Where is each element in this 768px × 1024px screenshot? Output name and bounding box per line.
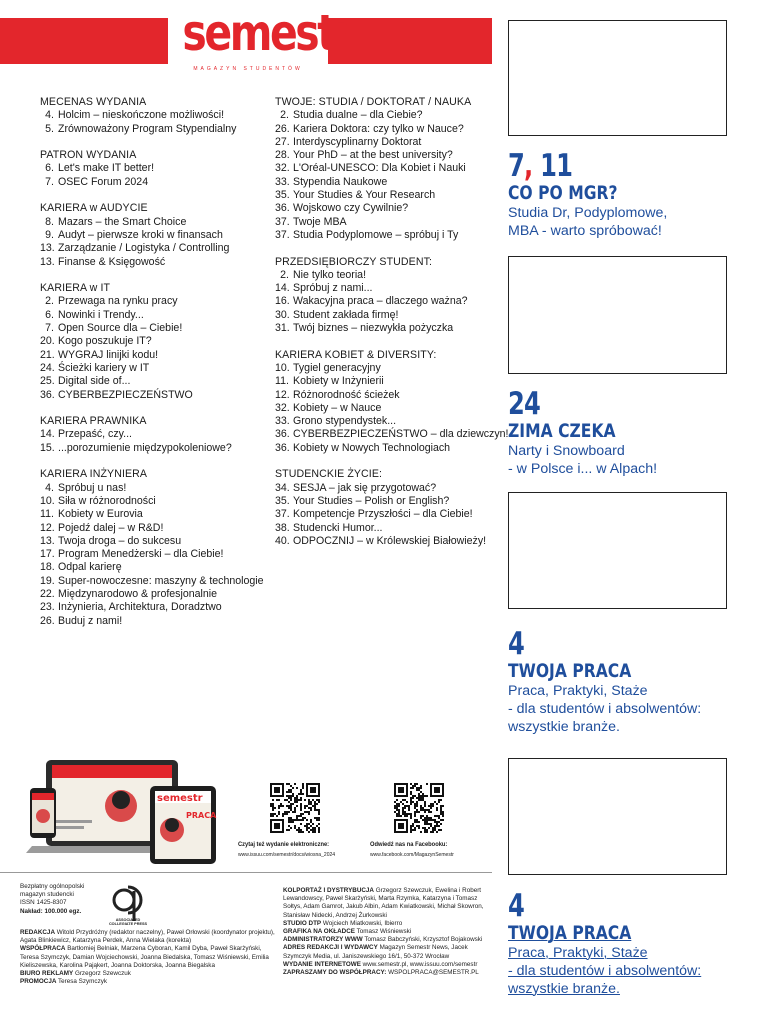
- contents-item[interactable]: [275, 375, 497, 388]
- page-number: 23.: [40, 601, 55, 614]
- page-number: 16.: [275, 295, 290, 308]
- page-number: 30.: [275, 308, 290, 321]
- contents-item[interactable]: [275, 495, 497, 508]
- contents-item[interactable]: [275, 362, 497, 375]
- contents-item[interactable]: [40, 482, 270, 495]
- contents-item[interactable]: [40, 242, 270, 255]
- section-title: STUDENCKIE ŻYCIE:: [275, 468, 383, 481]
- page-number: 13.: [40, 534, 55, 547]
- page-number: 12.: [275, 388, 290, 401]
- devices-illustration: [26, 758, 226, 866]
- imprint-entry: PROMOCJA Teresa Szymczyk: [20, 978, 108, 986]
- page-number: 7.: [45, 175, 54, 188]
- article-title: Your Studies – Polish or English?: [293, 494, 450, 507]
- page-number: 19.: [40, 574, 55, 587]
- imprint-staff: [20, 929, 275, 986]
- contents-item[interactable]: [40, 256, 270, 269]
- facebook-link[interactable]: www.facebook.com/MagazynSemestr: [370, 852, 454, 858]
- teaser-page-number: 24: [508, 386, 541, 422]
- contents-item[interactable]: [40, 428, 270, 441]
- contents-item[interactable]: [275, 442, 497, 455]
- contents-item[interactable]: [275, 482, 497, 495]
- contents-section: [40, 149, 270, 189]
- contents-section: [275, 348, 509, 455]
- teaser-line: - dla studentów i absolwentów:: [508, 701, 702, 717]
- cover-brand-laptop: semestr: [56, 765, 111, 779]
- article-title: Twój biznes – niezwykła pożyczka: [293, 322, 454, 335]
- qr-code-issuu[interactable]: [270, 783, 320, 833]
- page-number: 26.: [275, 122, 290, 135]
- page-number: 6.: [45, 162, 54, 175]
- section-title: KARIERA INŻYNIERA: [40, 468, 148, 481]
- article-title: Program Menedżerski – dla Ciebie!: [58, 548, 224, 561]
- contents-item[interactable]: [275, 282, 497, 295]
- teaser-line: - dla studentów i absolwentów:: [508, 963, 702, 979]
- article-title: Finanse & Księgowość: [58, 255, 166, 268]
- page-number: 5.: [45, 122, 54, 135]
- article-title: Grono stypendystek...: [293, 415, 397, 428]
- article-title: Ścieżki kariery w IT: [58, 361, 150, 374]
- page-number: 31.: [275, 322, 290, 335]
- article-title: SESJA – jak się przygotować?: [293, 481, 437, 494]
- contents-item[interactable]: [275, 136, 497, 149]
- imprint-entry: STUDIO DTP Wojciech Miatkowski, Ibierro: [283, 919, 403, 927]
- article-title: Pojedź dalej – w R&D!: [58, 521, 164, 534]
- page-number: 38.: [275, 521, 290, 534]
- page-number: 4.: [45, 481, 54, 494]
- cover-image-placeholder-1: [508, 20, 727, 136]
- contents-item[interactable]: [40, 162, 270, 175]
- contents-item[interactable]: [275, 216, 497, 229]
- contents-item[interactable]: [40, 229, 270, 242]
- page-number: 35.: [275, 494, 290, 507]
- page-number: 15.: [40, 441, 55, 454]
- section-title: KARIERA w IT: [40, 282, 111, 295]
- article-title: Studia Podyplomowe – spróbuj i Ty: [293, 228, 459, 241]
- page-number: 37.: [275, 508, 290, 521]
- imprint-entry: BIURO REKLAMY Grzegorz Szewczuk: [20, 970, 131, 978]
- contents-item[interactable]: [275, 322, 497, 335]
- contents-item[interactable]: [40, 615, 270, 628]
- article-title: Kobiety w Inżynierii: [293, 375, 384, 388]
- article-title: Super-nowoczesne: maszyny & technologie: [58, 574, 264, 587]
- contents-item[interactable]: [40, 295, 270, 308]
- page-number: 13.: [40, 255, 55, 268]
- article-title: Międzynarodowo & profesjonalnie: [58, 587, 217, 600]
- contents-item[interactable]: [40, 548, 270, 561]
- page-number: 4.: [45, 109, 54, 122]
- article-title: ODPOCZNIJ – w Królewskiej Białowieży!: [293, 534, 487, 547]
- page-number: 12.: [40, 521, 55, 534]
- article-title: Let's make IT better!: [58, 162, 155, 175]
- imprint-entry: GRAFIKA NA OKŁADCE Tomasz Wiśniewski: [283, 928, 412, 936]
- page-number: 13.: [40, 242, 55, 255]
- contents-item[interactable]: [40, 442, 270, 455]
- article-title: Studia dualne – dla Ciebie?: [293, 109, 423, 122]
- page-number: 26.: [40, 614, 55, 627]
- page-number: 27.: [275, 135, 290, 148]
- contents-item[interactable]: [275, 189, 497, 202]
- teaser-line: Praca, Praktyki, Staże: [508, 945, 648, 961]
- imprint-entry: WYDANIE INTERNETOWE www.semestr.pl, www.issuu.com/semestr: [283, 960, 478, 968]
- page-number: 10.: [275, 361, 290, 374]
- contents-item[interactable]: [40, 601, 270, 614]
- page-number: 36.: [275, 428, 290, 441]
- teaser-line: wszystkie branże.: [508, 719, 620, 735]
- article-title: Studencki Humor...: [293, 521, 383, 534]
- teaser-line: Praca, Praktyki, Staże: [508, 683, 648, 699]
- teaser-headline: TWOJA PRACA: [508, 922, 632, 944]
- page-number: 11.: [275, 375, 289, 388]
- page-number: 40.: [275, 534, 290, 547]
- section-title: KARIERA w AUDYCIE: [40, 202, 148, 215]
- contents-section: [275, 468, 497, 548]
- contents-item[interactable]: [40, 588, 270, 601]
- contents-item[interactable]: [275, 415, 497, 428]
- page-number: 37.: [275, 215, 290, 228]
- contents-item[interactable]: [40, 216, 270, 229]
- contents-item[interactable]: [275, 149, 497, 162]
- article-title: Wakacyjna praca – dlaczego ważna?: [293, 295, 468, 308]
- contents-item[interactable]: [275, 202, 497, 215]
- contents-item[interactable]: [40, 495, 270, 508]
- article-title: Buduj z nami!: [58, 614, 123, 627]
- teaser-headline: TWOJA PRACA: [508, 660, 632, 682]
- contents-item[interactable]: [40, 575, 270, 588]
- teaser-line: MBA - warto spróbować!: [508, 223, 662, 239]
- page-number: 2.: [280, 268, 289, 281]
- contents-item[interactable]: [40, 522, 270, 535]
- page-number: 28.: [275, 149, 290, 162]
- article-title: ...porozumienie międzypokoleniowe?: [58, 441, 232, 454]
- contents-section: [40, 468, 270, 628]
- article-title: Odpal karierę: [58, 561, 122, 574]
- page-number: 33.: [275, 175, 290, 188]
- contents-item[interactable]: [275, 229, 497, 242]
- contents-item[interactable]: [40, 349, 270, 362]
- teaser-2[interactable]: [508, 388, 748, 478]
- article-title: Twoja droga – do sukcesu: [58, 534, 182, 547]
- cover-headline-tablet: PRACA: [186, 811, 217, 820]
- page-number: 2.: [280, 109, 289, 122]
- page-number: 18.: [40, 561, 55, 574]
- teaser-line: - w Polsce i... w Alpach!: [508, 461, 658, 477]
- section-title: KARIERA PRAWNIKA: [40, 415, 147, 428]
- qr-code-facebook[interactable]: [394, 783, 444, 833]
- page-number: 2.: [45, 295, 54, 308]
- contents-item[interactable]: [40, 176, 270, 189]
- article-title: Nie tylko teoria!: [293, 268, 367, 281]
- article-title: Nowinki i Trendy...: [58, 308, 144, 321]
- contents-item[interactable]: [275, 389, 497, 402]
- page-number: 24.: [40, 361, 55, 374]
- magazine-logo[interactable]: [168, 4, 353, 76]
- page-number: 33.: [275, 415, 290, 428]
- contents-item[interactable]: [40, 322, 270, 335]
- article-title: Your PhD – at the best university?: [293, 149, 453, 162]
- contents-item[interactable]: [275, 162, 497, 175]
- article-title: Spróbuj z nami...: [293, 282, 373, 295]
- teaser-line: Studia Dr, Podyplomowe,: [508, 205, 668, 221]
- cover-brand-tablet: semestr: [157, 793, 203, 804]
- contents-item[interactable]: [40, 508, 270, 521]
- article-title: Interdyscyplinarny Doktorat: [293, 135, 422, 148]
- contents-item[interactable]: [275, 508, 497, 521]
- teaser-4[interactable]: [508, 890, 748, 998]
- article-title: CYBERBEZPIECZEŃSTWO: [58, 388, 193, 401]
- teaser-page-number: 7, 11: [508, 148, 573, 184]
- article-title: OSEC Forum 2024: [58, 175, 149, 188]
- contents-item[interactable]: [275, 295, 497, 308]
- contents-item[interactable]: [40, 123, 270, 136]
- page-number: 34.: [275, 481, 290, 494]
- imprint-entry: ADMINISTRATORZY WWW Tomasz Babczyński, Krzysztof Bojakowski: [283, 936, 483, 944]
- imprint-entry: KOLPORTAŻ I DYSTRYBUCJA Grzegorz Szewczuk, Ewelina i Robert Lewandowscy, Paweł Skarżyński, Marta Rzymka, Katarzyna i Tomasz Sołtys, Adam Gamrot, Jakub Albin, Adam Kwiatkowski, Michał Skowron, Stanisław Nidecki, Andrzej Żurkowski: [283, 887, 484, 919]
- page-number: 20.: [40, 335, 55, 348]
- page-number: 32.: [275, 401, 290, 414]
- imprint-distribution: [283, 887, 493, 977]
- logo-wordmark: semestr: [182, 4, 353, 62]
- section-title: PRZEDSIĘBIORCZY STUDENT:: [275, 255, 433, 268]
- article-title: Holcim – nieskończone możliwości!: [58, 109, 225, 122]
- teaser-page-number: 4: [508, 888, 525, 924]
- contents-column-left: [40, 96, 270, 641]
- page-number: 8.: [45, 215, 54, 228]
- article-title: Spróbuj u nas!: [58, 481, 127, 494]
- contents-section: [275, 96, 497, 242]
- contents-item[interactable]: [275, 176, 497, 189]
- contents-item[interactable]: [40, 535, 270, 548]
- contents-item[interactable]: [275, 535, 497, 548]
- contents-section: [275, 256, 497, 336]
- page-number: 36.: [40, 388, 55, 401]
- contents-item[interactable]: [40, 335, 270, 348]
- teaser-headline: ZIMA CZEKA: [508, 420, 616, 442]
- article-title: Wojskowo czy Cywilnie?: [293, 202, 409, 215]
- contents-section: [40, 415, 270, 455]
- contents-item[interactable]: [40, 561, 270, 574]
- page-number: 11.: [40, 508, 54, 521]
- contents-section: [40, 202, 270, 268]
- contents-item[interactable]: [40, 375, 270, 388]
- article-title: Różnorodność ścieżek: [293, 388, 400, 401]
- article-title: Kobiety w Nowych Technologiach: [293, 441, 451, 454]
- teaser-line: wszystkie branże.: [508, 981, 620, 997]
- logo-subtitle: MAGAZYN STUDENTÓW: [193, 66, 303, 72]
- teaser-3[interactable]: [508, 628, 748, 736]
- page-number: 36.: [275, 441, 290, 454]
- page-number: 36.: [275, 202, 290, 215]
- imprint-entry: WSPÓŁPRACA Bartłomiej Belniak, Marzena Cyboran, Kamil Dyba, Paweł Skarżyński, Teresa Szymczyk, Damian Wojciechowski, Joanna Biedalska, Tomasz Wiśniewski, Emilia Kieliszewska, Karolina Pająkert, Joanna Doktorska, Joanna Biegalska: [20, 945, 269, 969]
- article-title: Zrównoważony Program Stypendialny: [58, 122, 237, 135]
- article-title: Tygiel generacyjny: [293, 361, 381, 374]
- contents-item[interactable]: [275, 428, 509, 441]
- page-number: 7.: [45, 322, 54, 335]
- contents-item[interactable]: [275, 402, 497, 415]
- page-number: 17.: [40, 548, 55, 561]
- footer-divider: [0, 872, 492, 873]
- issuu-link[interactable]: www.issuu.com/semestr/docs/wiosna_2024: [238, 852, 336, 858]
- section-title: PATRON WYDANIA: [40, 149, 137, 162]
- article-title: Student zakłada firmę!: [293, 308, 399, 321]
- contents-item[interactable]: [275, 123, 497, 136]
- contents-item[interactable]: [40, 309, 270, 322]
- contents-column-middle: [275, 96, 509, 561]
- teaser-headline: CO PO MGR?: [508, 182, 618, 204]
- acp-logo: [112, 883, 144, 923]
- page-number: 35.: [275, 189, 290, 202]
- article-title: Audyt – pierwsze kroki w finansach: [58, 228, 223, 241]
- page-number: 14.: [40, 428, 55, 441]
- section-title: MECENAS WYDANIA: [40, 96, 147, 108]
- article-title: WYGRAJ linijki kodu!: [58, 348, 159, 361]
- page-number: 10.: [40, 494, 55, 507]
- contents-item[interactable]: [40, 389, 270, 402]
- cover-image-placeholder-4: [508, 758, 727, 875]
- acp-label: ASSOCIATED COLLEGIATE PRESS: [108, 918, 148, 927]
- page-number: 37.: [275, 228, 290, 241]
- article-title: Digital side of...: [58, 375, 131, 388]
- page-number: 25.: [40, 375, 55, 388]
- section-title: KARIERA KOBIET & DIVERSITY:: [275, 348, 437, 361]
- contents-section: [40, 96, 270, 136]
- contents-item[interactable]: [40, 362, 270, 375]
- cover-image-placeholder-2: [508, 256, 727, 374]
- cover-image-placeholder-3: [508, 492, 727, 609]
- article-title: Zarządzanie / Logistyka / Controlling: [58, 242, 230, 255]
- article-title: Kogo poszukuje IT?: [58, 335, 152, 348]
- article-title: Your Studies & Your Research: [293, 189, 436, 202]
- article-title: Kobiety – w Nauce: [293, 401, 382, 414]
- article-title: Kompetencje Przyszłości – dla Ciebie!: [293, 508, 473, 521]
- article-title: Kariera Doktora: czy tylko w Nauce?: [293, 122, 464, 135]
- section-title: TWOJE: STUDIA / DOKTORAT / NAUKA: [275, 96, 472, 108]
- article-title: Stypendia Naukowe: [293, 175, 388, 188]
- teaser-line: Narty i Snowboard: [508, 443, 625, 459]
- article-title: Przewaga na rynku pracy: [58, 295, 178, 308]
- teaser-1[interactable]: [508, 150, 748, 240]
- imprint-entry: ADRES REDAKCJI I WYDAWCY Magazyn Semestr News, Jacek Szymczyk Media, ul. Janiszewskiego 16/1, 50-372 Wrocław: [283, 944, 468, 960]
- teaser-page-number: 4: [508, 626, 525, 662]
- page-number: 32.: [275, 162, 290, 175]
- article-title: L'Oréal-UNESCO: Dla Kobiet i Nauki: [293, 162, 466, 175]
- article-title: CYBERBEZPIECZEŃSTWO – dla dziewczyn!: [293, 428, 509, 441]
- article-title: Przepaść, czy...: [58, 428, 132, 441]
- article-title: Inżynieria, Architektura, Doradztwo: [58, 601, 222, 614]
- article-title: Open Source dla – Ciebie!: [58, 322, 183, 335]
- qr-caption-facebook: Odwiedź nas na Facebooku: www.facebook.com/MagazynSemestr: [370, 841, 454, 858]
- contents-item[interactable]: [275, 522, 497, 535]
- article-title: Twoje MBA: [293, 215, 347, 228]
- page-number: 6.: [45, 308, 54, 321]
- qr-caption-issuu: Czytaj też wydanie elektroniczne: www.issuu.com/semestr/docs/wiosna_2024: [238, 841, 336, 858]
- page-number: 21.: [40, 348, 55, 361]
- contents-item[interactable]: [275, 269, 497, 282]
- imprint-info: Bezpłatny ogólnopolski magazyn studencki ISSN 1425-8307 Nakład: 100.000 egz.: [20, 883, 85, 915]
- page-number: 9.: [45, 228, 54, 241]
- contents-item[interactable]: [275, 109, 497, 122]
- imprint-entry: REDAKCJA Witold Przydróżny (redaktor naczelny), Paweł Orłowski (koordynator projektu), Agata Blinkiewicz, Katarzyna Perdek, Anna Wielaka (korekta): [20, 929, 275, 945]
- contents-item[interactable]: [275, 309, 497, 322]
- article-title: Siła w różnorodności: [58, 494, 156, 507]
- imprint-entry: ZAPRASZAMY DO WSPÓŁPRACY: WSPOLPRACA@SEMESTR.PL: [283, 969, 479, 977]
- page-number: 22.: [40, 587, 55, 600]
- article-title: Mazars – the Smart Choice: [58, 215, 187, 228]
- contents-section: [40, 282, 270, 402]
- contents-item[interactable]: [40, 109, 270, 122]
- article-title: Kobiety w Eurovia: [58, 508, 143, 521]
- page-number: 14.: [275, 282, 290, 295]
